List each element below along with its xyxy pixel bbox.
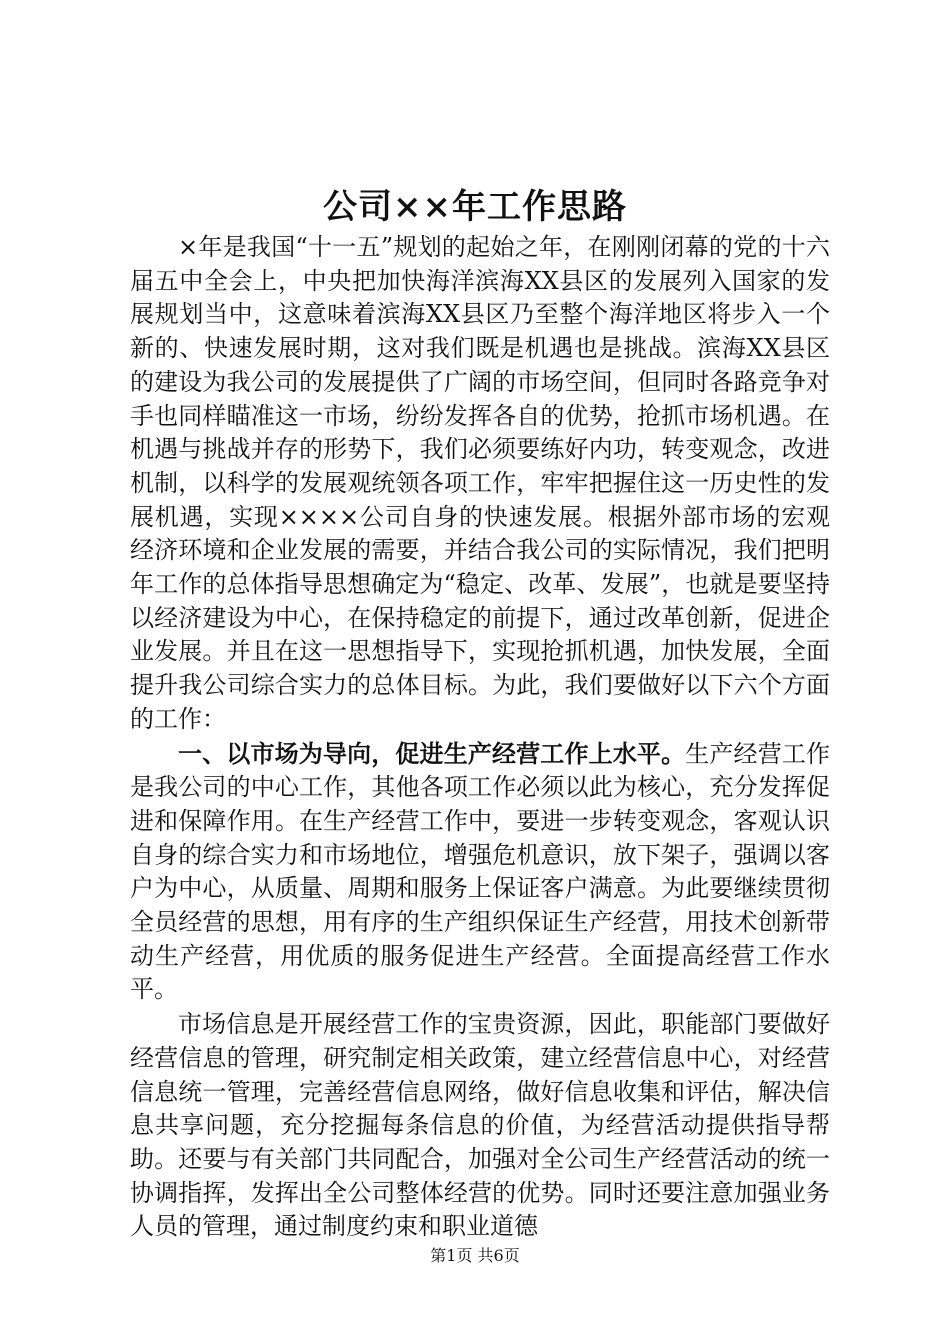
document-title: 公司××年工作思路 [323, 187, 627, 227]
page-footer: 第1页 共6页 [430, 1246, 520, 1265]
paragraph-intro [130, 230, 830, 737]
paragraph-market-info [130, 1007, 830, 1244]
paragraph-text: 市场信息是开展经营工作的宝贵资源，因此，职能部门要做好经营信息的管理，研究制定相关政策，建立经营信息中心，对经营信息统一管理，完善经营信息网络，做好信息收集和评估，解决信息共享问题，充分挖掘每条信息的价值，为经营活动提供指导帮助。还要与有关部门共同配合，加强对全公司生产经营活动的统一协调指挥，发挥出全公司整体经营的优势。同时还要注意加强业务人员的管理，通过制度约束和职业道德 [130, 1010, 830, 1241]
document-body [130, 230, 830, 1244]
paragraph-text: ×年是我国“十一五”规划的起始之年，在刚刚闭幕的党的十六届五中全会上，中央把加快海洋滨海XX县区的发展列入国家的发展规划当中，这意味着滨海XX县区乃至整个海洋地区将步入一个新的、快速发展时期，这对我们既是机遇也是挑战。滨海XX县区的建设为我公司的发展提供了广阔的市场空间，但同时各路竞争对手也同样瞄准这一市场，纷纷发挥各自的优势，抢抓市场机遇。在机遇与挑战并存的形势下，我们必须要练好内功，转变观念，改进机制，以科学的发展观统领各项工作，牢牢把握住这一历史性的发展机遇，实现××××公司自身的快速发展。根据外部市场的宏观经济环境和企业发展的需要，并结合我公司的实际情况，我们把明年工作的总体指导思想确定为“稳定、改革、发展”，也就是要坚持以经济建设为中心，在保持稳定的前提下，通过改革创新，促进企业发展。并且在这一思想指导下，实现抢抓机遇，加快发展，全面提升我公司综合实力的总体目标。为此，我们要做好以下六个方面的工作： [130, 233, 830, 733]
paragraph-section-one [130, 737, 830, 1008]
section-heading: 一、以市场为导向，促进生产经营工作上水平。 [178, 738, 686, 768]
paragraph-text: 生产经营工作是我公司的中心工作，其他各项工作必须以此为核心，充分发挥促进和保障作用。在生产经营工作中，要进一步转变观念，客观认识自身的综合实力和市场地位，增强危机意识，放下架子，强调以客户为中心，从质量、周期和服务上保证客户满意。为此要继续贯彻全员经营的思想，用有序的生产组织保证生产经营，用技术创新带动生产经营，用优质的服务促进生产经营。全面提高经营工作水平。 [130, 739, 831, 1004]
